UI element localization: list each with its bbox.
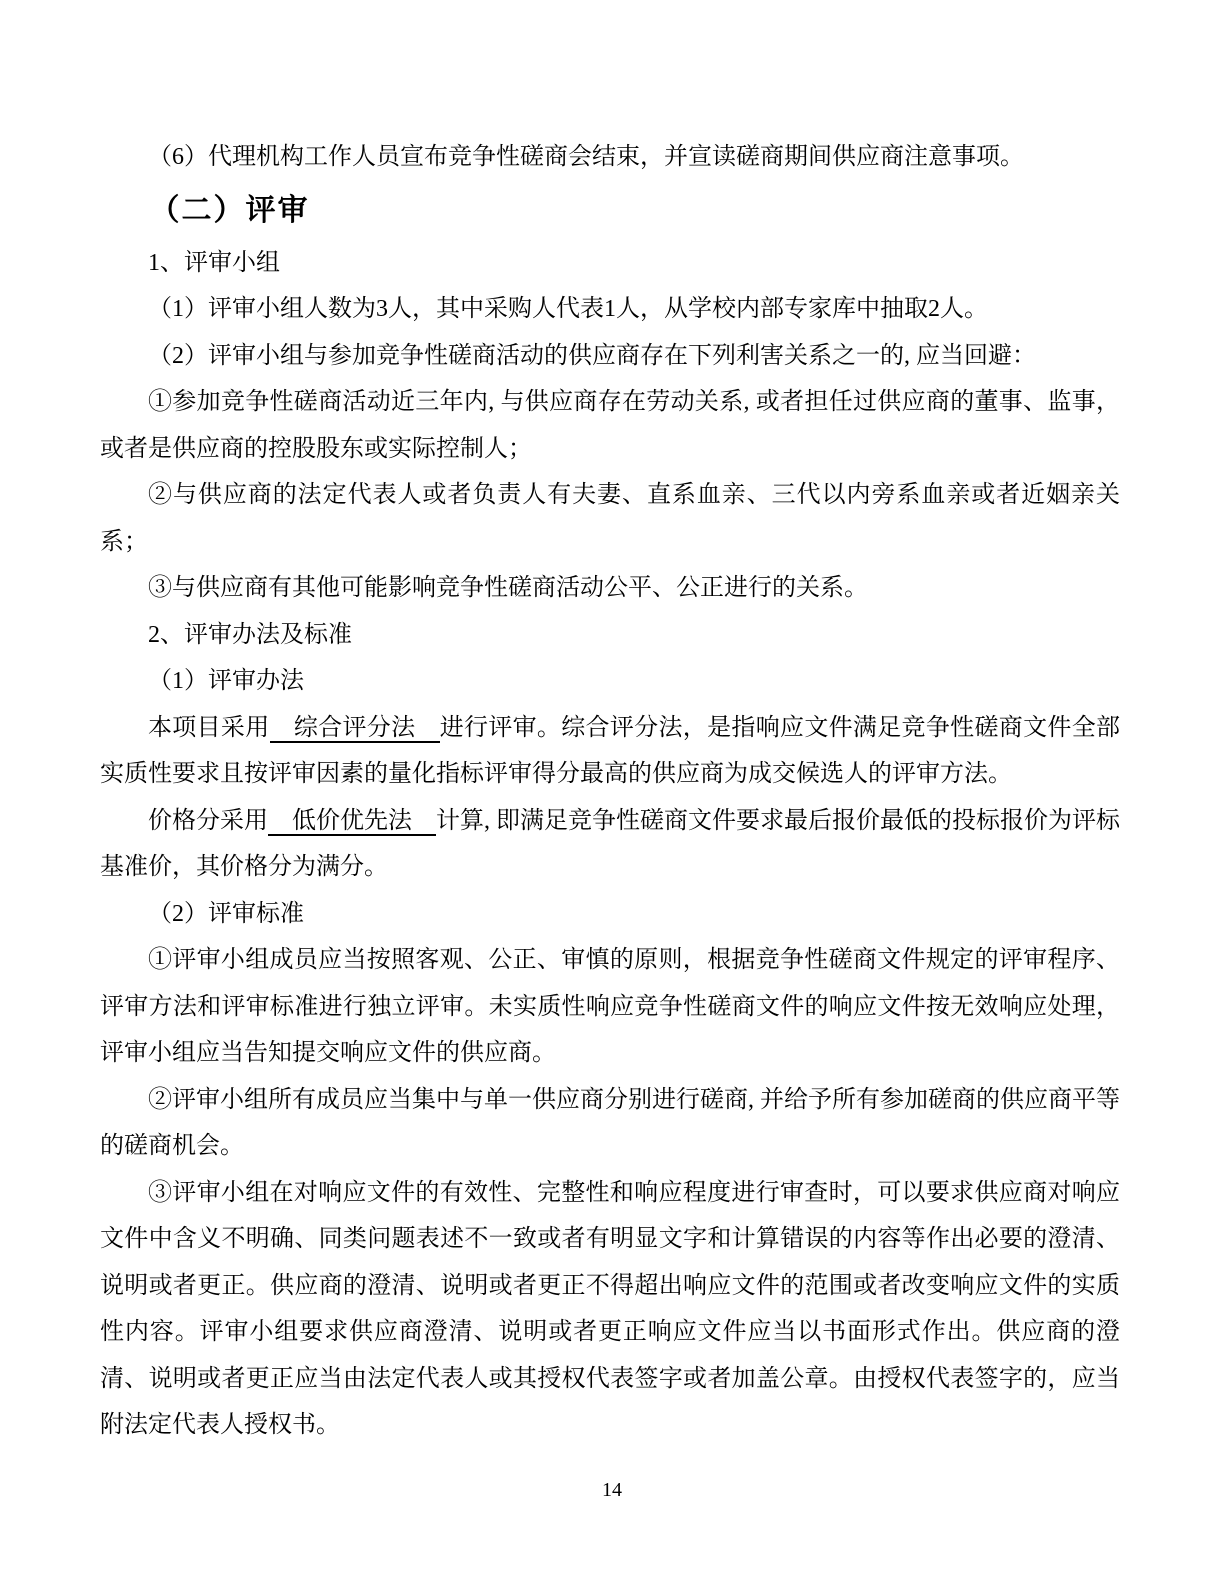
list-item-criteria-1: ①评审小组成员应当按照客观、公正、审慎的原则，根据竞争性磋商文件规定的评审程序、评审方法和评审标准进行独立评审。未实质性响应竞争性磋商文件的响应文件按无效响应处理，评审小组应当告知提交响应文件的供应商。 — [100, 947, 1120, 1066]
paragraph-meeting-end: （6）代理机构工作人员宣布竞争性磋商会结束，并宣读磋商期间供应商注意事项。 — [148, 144, 1024, 170]
list-item-review-team-size: （1）评审小组人数为3人，其中采购人代表1人，从学校内部专家库中抽取2人。 — [148, 296, 988, 322]
list-item-conflict-2: ②与供应商的法定代表人或者负责人有夫妻、直系血亲、三代以内旁系血亲或者近姻亲关系； — [100, 482, 1120, 555]
list-item-review-method-subtitle: （1）评审办法 — [148, 668, 304, 694]
price-method-underlined-blank: 低价优先法 — [268, 807, 436, 834]
list-item-conflict-1: ①参加竞争性磋商活动近三年内, 与供应商存在劳动关系, 或者担任过供应商的董事、监事，或者是供应商的控股股东或实际控制人； — [100, 389, 1120, 462]
price-method-prefix: 价格分采用 — [148, 807, 268, 834]
list-item-review-criteria-subtitle: （2）评审标准 — [148, 900, 304, 927]
page-content — [100, 134, 1120, 1449]
list-item-criteria-2: ②评审小组所有成员应当集中与单一供应商分别进行磋商, 并给予所有参加磋商的供应商平等的磋商机会。 — [100, 1086, 1120, 1159]
page-number: 14 — [602, 1479, 622, 1501]
paragraph-price-score-method — [100, 798, 1120, 891]
list-item-conflict-of-interest: （2）评审小组与参加竞争性磋商活动的供应商存在下列利害关系之一的, 应当回避： — [148, 342, 1036, 369]
scoring-method-underlined-blank: 综合评分法 — [269, 714, 440, 741]
list-item-review-method-title: 2、评审办法及标准 — [148, 621, 352, 648]
list-item-review-team-title: 1、评审小组 — [148, 249, 280, 276]
section-heading-review: （二）评审 — [149, 193, 310, 227]
list-item-conflict-3: ③与供应商有其他可能影响竞争性磋商活动公平、公正进行的关系。 — [148, 575, 868, 601]
list-item-criteria-3: ③评审小组在对响应文件的有效性、完整性和响应程度进行审查时，可以要求供应商对响应文件中含义不明确、同类问题表述不一致或者有明显文字和计算错误的内容等作出必要的澄清、说明或者更正。供应商的澄清、说明或者更正不得超出响应文件的范围或者改变响应文件的实质性内容。评审小组要求供应商澄清、说明或者更正响应文件应当以书面形式作出。供应商的澄清、说明或者更正应当由法定代表人或其授权代表签字或者加盖公章。由授权代表签字的，应当附法定代表人授权书。 — [100, 1179, 1120, 1438]
scoring-method-suffix: 进行评审。综合评分法，是指响应文件满足竞争性磋商文件全部实质性要求且按评审因素的量化指标评审得分最高的供应商为成交候选人的评审方法。 — [100, 714, 1121, 787]
paragraph-scoring-method — [100, 705, 1120, 798]
price-method-suffix: 计算, 即满足竞争性磋商文件要求最后报价最低的投标报价为评标基准价，其价格分为满分。 — [100, 807, 1120, 880]
scoring-method-prefix: 本项目采用 — [148, 714, 270, 741]
